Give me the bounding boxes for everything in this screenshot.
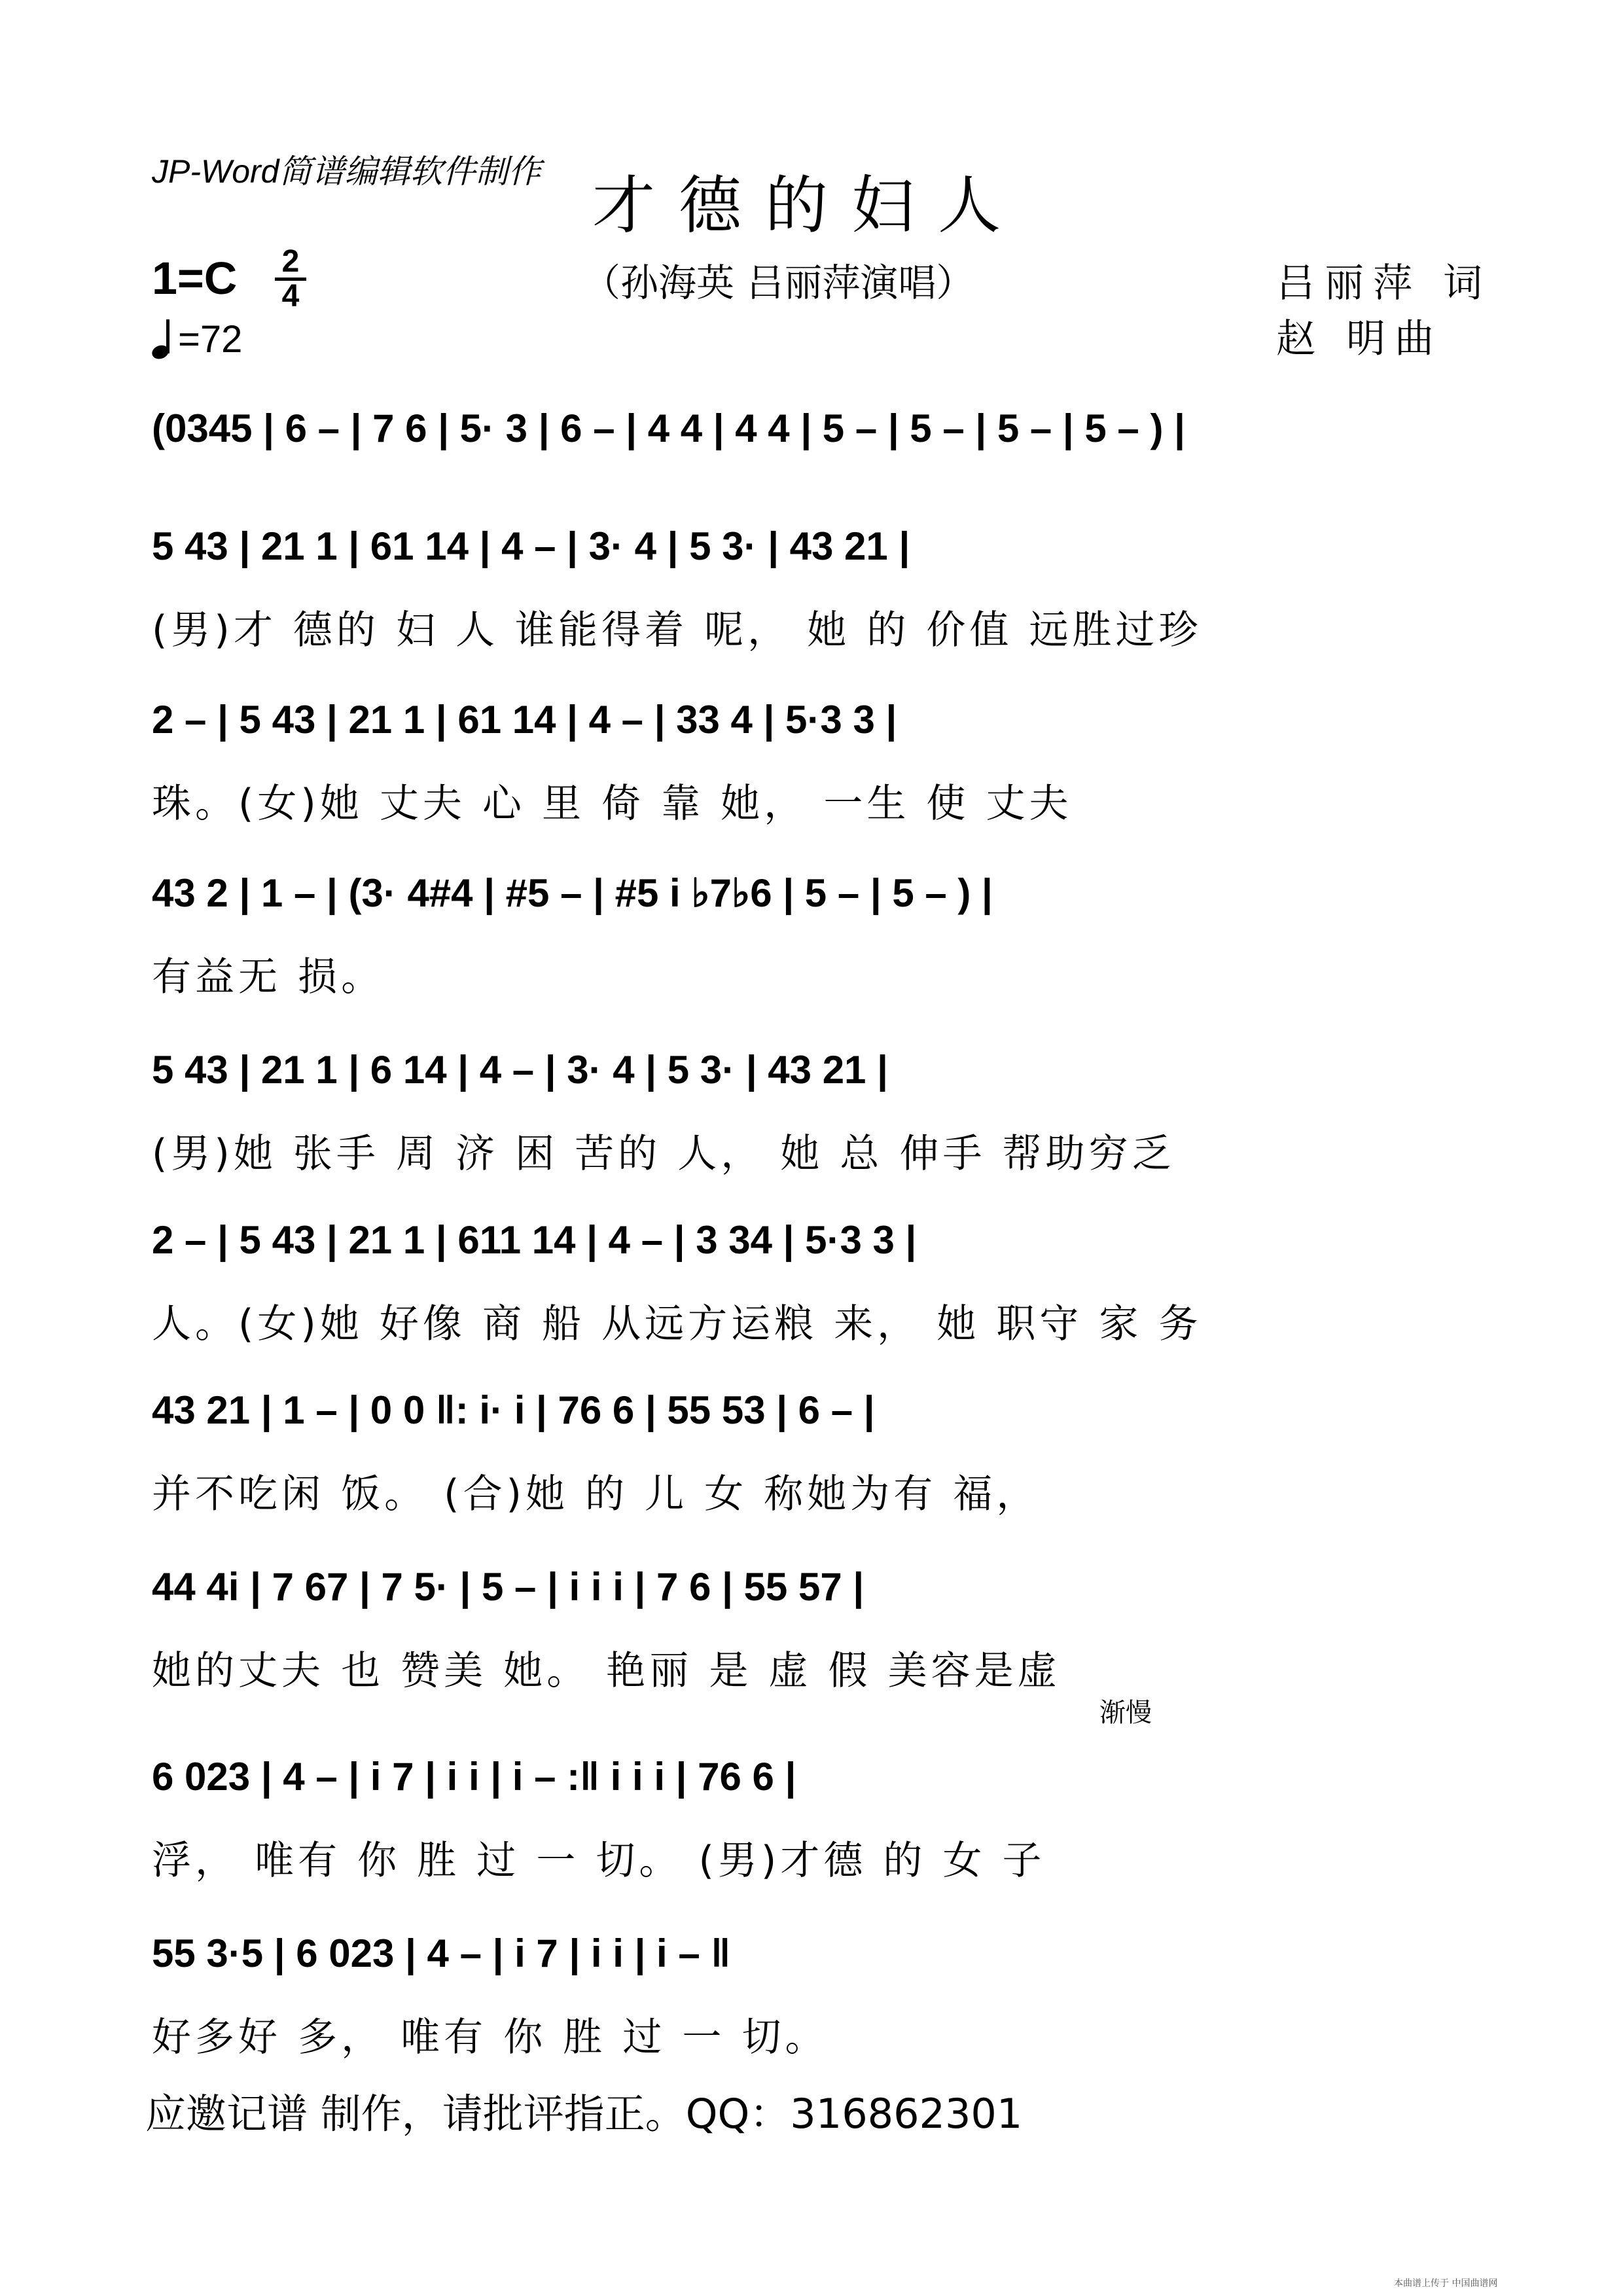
time-signature-top: 2 bbox=[281, 244, 300, 279]
quarter-note-icon bbox=[152, 322, 178, 361]
notation-line: 43 2 | 1 – | (3· 4#4 | #5 – | #5 i ♭7♭6 | 5 – | 5 – ) | bbox=[152, 871, 993, 915]
notation-line: 44 4i | 7 67 | 7 5· | 5 – | i i i | 7 6 | 55 57 | bbox=[152, 1565, 865, 1609]
editor-credit: JP-Word简谱编辑软件制作 bbox=[152, 153, 541, 190]
time-signature bbox=[275, 244, 306, 314]
footer-note: 应邀记谱 制作，请批评指正。QQ：316862301 bbox=[145, 2090, 1023, 2138]
tempo-marking-rit: 渐慢 bbox=[1099, 1698, 1152, 1728]
lyrics-line: (男)她 张手 周 济 困 苦的 人， 她 总 伸手 帮助穷乏 bbox=[152, 1131, 1175, 1177]
lyricist-credit: 吕丽萍 词 bbox=[1276, 260, 1492, 306]
notation-line: 2 – | 5 43 | 21 1 | 611 14 | 4 – | 3 34 | 5·3 3 | bbox=[152, 1218, 917, 1262]
time-signature-bottom: 4 bbox=[281, 279, 300, 314]
tempo-value: =72 bbox=[178, 318, 243, 361]
key-signature: 1=C bbox=[152, 253, 238, 304]
lyrics-line: 她的丈夫 也 赞美 她。 艳丽 是 虚 假 美容是虚 bbox=[152, 1648, 1061, 1694]
song-title: 才德的妇人 bbox=[592, 169, 1024, 242]
lyrics-line: 并不吃闲 饭。 (合)她 的 儿 女 称她为有 福， bbox=[152, 1471, 1040, 1517]
performer-subtitle: （孙海英 吕丽萍演唱） bbox=[582, 260, 974, 305]
lyrics-line: 珠。(女)她 丈夫 心 里 倚 靠 她， 一生 使 丈夫 bbox=[152, 781, 1073, 827]
notation-line: 43 21 | 1 – | 0 0 ‖: i· i | 76 6 | 55 53 | 6 – | bbox=[152, 1388, 875, 1432]
lyrics-line: 好多好 多， 唯有 你 胜 过 一 切。 bbox=[152, 2015, 829, 2060]
composer-credit: 赵 明曲 bbox=[1276, 316, 1444, 362]
lyrics-line: (男)才 德的 妇 人 谁能得着 呢， 她 的 价值 远胜过珍 bbox=[152, 607, 1202, 653]
notation-line: 2 – | 5 43 | 21 1 | 61 14 | 4 – | 33 4 | 5·3 3 | bbox=[152, 698, 897, 742]
lyrics-line: 浮， 唯有 你 胜 过 一 切。 (男)才德 的 女 子 bbox=[152, 1838, 1046, 1884]
lyrics-line: 有益无 损。 bbox=[152, 954, 385, 1000]
notation-line: 5 43 | 21 1 | 6 14 | 4 – | 3· 4 | 5 3· | 43 21 | bbox=[152, 1048, 888, 1092]
notation-line: 6 023 | 4 – | i 7 | i i | i – :‖ i i i | 76 6 | bbox=[152, 1755, 796, 1799]
tempo-mark bbox=[152, 317, 242, 361]
site-watermark: 本曲谱上传于 中国曲谱网 bbox=[1394, 2278, 1498, 2289]
notation-line: (0345 | 6 – | 7 6 | 5· 3 | 6 – | 4 4 | 4 4 | 5 – | 5 – | 5 – | 5 – ) | bbox=[152, 406, 1185, 450]
notation-line: 5 43 | 21 1 | 61 14 | 4 – | 3· 4 | 5 3· | 43 21 | bbox=[152, 524, 910, 568]
lyrics-line: 人。(女)她 好像 商 船 从远方运粮 来， 她 职守 家 务 bbox=[152, 1301, 1202, 1347]
notation-line: 55 3·5 | 6 023 | 4 – | i 7 | i i | i – ‖ bbox=[152, 1931, 731, 1975]
